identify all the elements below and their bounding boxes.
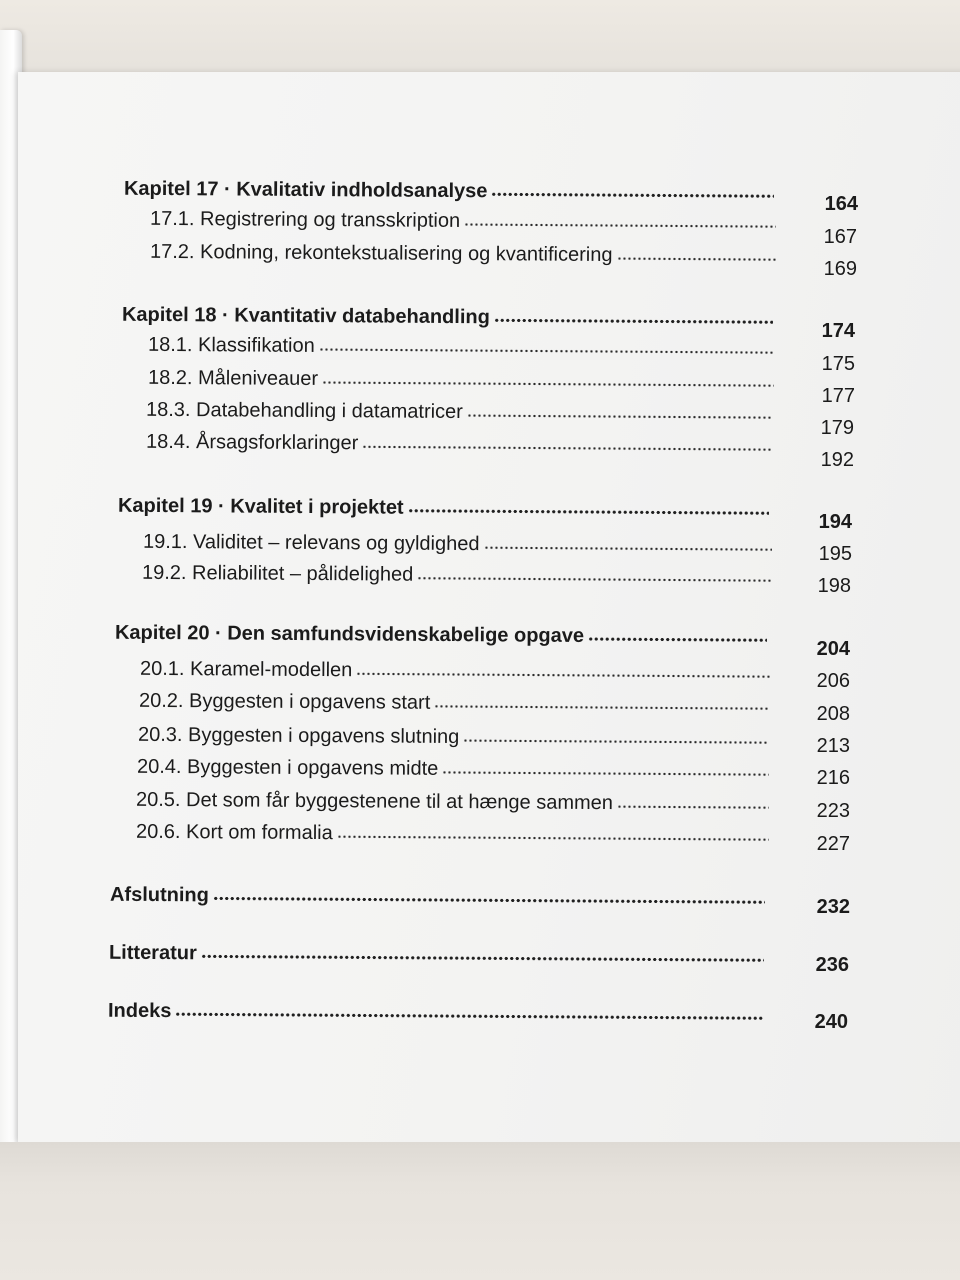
toc-section-title: 18.4. Årsagsforklaringer bbox=[145, 430, 359, 455]
dot-leader bbox=[463, 739, 769, 744]
toc-chapter-title: Afslutning bbox=[109, 883, 209, 907]
toc-section-title: 18.2. Måleniveauer bbox=[147, 366, 319, 390]
dot-leader bbox=[442, 771, 769, 776]
toc-chapter-title: Kapitel 20 · Den samfundsvidenskabelige opgave bbox=[114, 621, 585, 647]
dot-leader bbox=[408, 509, 769, 516]
toc-page-number: 232 bbox=[816, 896, 850, 918]
toc-section-title: 20.4. Byggesten i opgavens midte bbox=[136, 755, 439, 780]
toc-section-20-4 bbox=[137, 756, 775, 783]
background-surface bbox=[0, 0, 960, 75]
toc-page-number: 213 bbox=[816, 735, 850, 757]
toc-page-number: 167 bbox=[823, 226, 857, 248]
toc-section-title: 18.3. Databehandling i datamatricer bbox=[145, 398, 463, 424]
toc-section-20-5 bbox=[136, 789, 775, 816]
toc-section-20-3 bbox=[138, 724, 775, 751]
toc-page-number: 194 bbox=[818, 511, 852, 533]
toc-chapter-title: Kapitel 17 · Kvalitativ indholdsanalyse bbox=[123, 177, 488, 203]
toc-page-number: 223 bbox=[816, 800, 850, 822]
toc-page-number: 236 bbox=[815, 954, 849, 976]
toc-chapter-title: Kapitel 18 · Kvantitativ databehandling bbox=[121, 303, 490, 329]
toc-page-number: 177 bbox=[821, 385, 855, 407]
toc-section-title: 20.1. Karamel-modellen bbox=[139, 657, 353, 682]
toc-section-title: 20.3. Byggesten i opgavens slutning bbox=[137, 723, 460, 749]
toc-section-title: 19.2. Reliabilitet – pålidelighed bbox=[141, 561, 414, 586]
toc-section-18-1 bbox=[148, 334, 780, 361]
dot-leader bbox=[616, 257, 776, 261]
toc-section-title: 18.1. Klassifikation bbox=[147, 333, 315, 357]
toc-chapter-19 bbox=[118, 495, 775, 523]
dot-leader bbox=[467, 414, 773, 419]
toc-page-number: 206 bbox=[816, 670, 850, 692]
toc-chapter-20 bbox=[115, 622, 773, 650]
dot-leader bbox=[175, 1012, 763, 1020]
dot-leader bbox=[494, 318, 773, 324]
toc-page-number: 169 bbox=[823, 258, 857, 280]
toc-chapter-title: Indeks bbox=[107, 999, 172, 1023]
toc-page-number: 208 bbox=[816, 703, 850, 725]
toc-section-19-1 bbox=[143, 531, 778, 558]
toc-chapter-18 bbox=[122, 304, 779, 332]
toc-section-18-4 bbox=[146, 431, 779, 458]
toc-page-number: 195 bbox=[818, 543, 852, 565]
toc-page-number: 240 bbox=[814, 1011, 848, 1033]
toc-page-number: 179 bbox=[820, 417, 854, 439]
toc-afslutning bbox=[110, 884, 771, 912]
toc-page-number: 174 bbox=[821, 320, 855, 342]
dot-leader bbox=[322, 381, 774, 387]
dot-leader bbox=[319, 348, 774, 354]
toc-chapter-17 bbox=[124, 178, 780, 206]
toc-section-18-2 bbox=[148, 367, 780, 394]
toc-page-number: 204 bbox=[816, 638, 850, 660]
dot-leader bbox=[337, 835, 769, 841]
toc-indeks bbox=[108, 1000, 769, 1028]
dot-leader bbox=[617, 805, 769, 809]
toc-section-title: 17.1. Registrering og transskription bbox=[149, 207, 461, 232]
dot-leader bbox=[464, 223, 776, 228]
toc-section-title: 20.6. Kort om formalia bbox=[135, 820, 333, 845]
table-surface bbox=[0, 1142, 960, 1280]
dot-leader bbox=[491, 192, 774, 198]
dot-leader bbox=[483, 546, 771, 551]
dot-leader bbox=[588, 637, 767, 642]
toc-section-18-3 bbox=[146, 399, 779, 426]
toc-chapter-title: Litteratur bbox=[108, 941, 197, 965]
dot-leader bbox=[213, 896, 765, 904]
toc-section-20-1 bbox=[140, 658, 776, 685]
toc-litteratur bbox=[109, 942, 770, 970]
toc-section-title: 20.5. Det som får byggestenene til at hænge sammen bbox=[135, 788, 614, 815]
toc-page-number: 164 bbox=[824, 193, 858, 215]
toc-section-17-2 bbox=[150, 241, 782, 268]
toc-page-number: 216 bbox=[816, 767, 850, 789]
toc-page-number: 192 bbox=[820, 449, 854, 471]
dot-leader bbox=[362, 445, 773, 451]
toc-section-20-2 bbox=[139, 690, 776, 717]
toc-section-20-6 bbox=[136, 821, 775, 848]
toc-section-title: 19.1. Validitet – relevans og gyldighed bbox=[142, 530, 480, 556]
toc-section-19-2 bbox=[142, 562, 778, 589]
toc-page-number: 227 bbox=[816, 833, 850, 855]
toc-section-17-1 bbox=[150, 208, 782, 235]
toc-section-title: 20.2. Byggesten i opgavens start bbox=[138, 689, 431, 714]
dot-leader bbox=[356, 672, 770, 678]
dot-leader bbox=[434, 705, 770, 710]
toc-chapter-title: Kapitel 19 · Kvalitet i projektet bbox=[117, 494, 404, 519]
dot-leader bbox=[201, 954, 764, 962]
toc-section-title: 17.2. Kodning, rekontekstualisering og kvantificering bbox=[149, 240, 613, 267]
toc-page-number: 198 bbox=[817, 575, 851, 597]
dot-leader bbox=[417, 577, 772, 582]
toc-page-number: 175 bbox=[821, 353, 855, 375]
